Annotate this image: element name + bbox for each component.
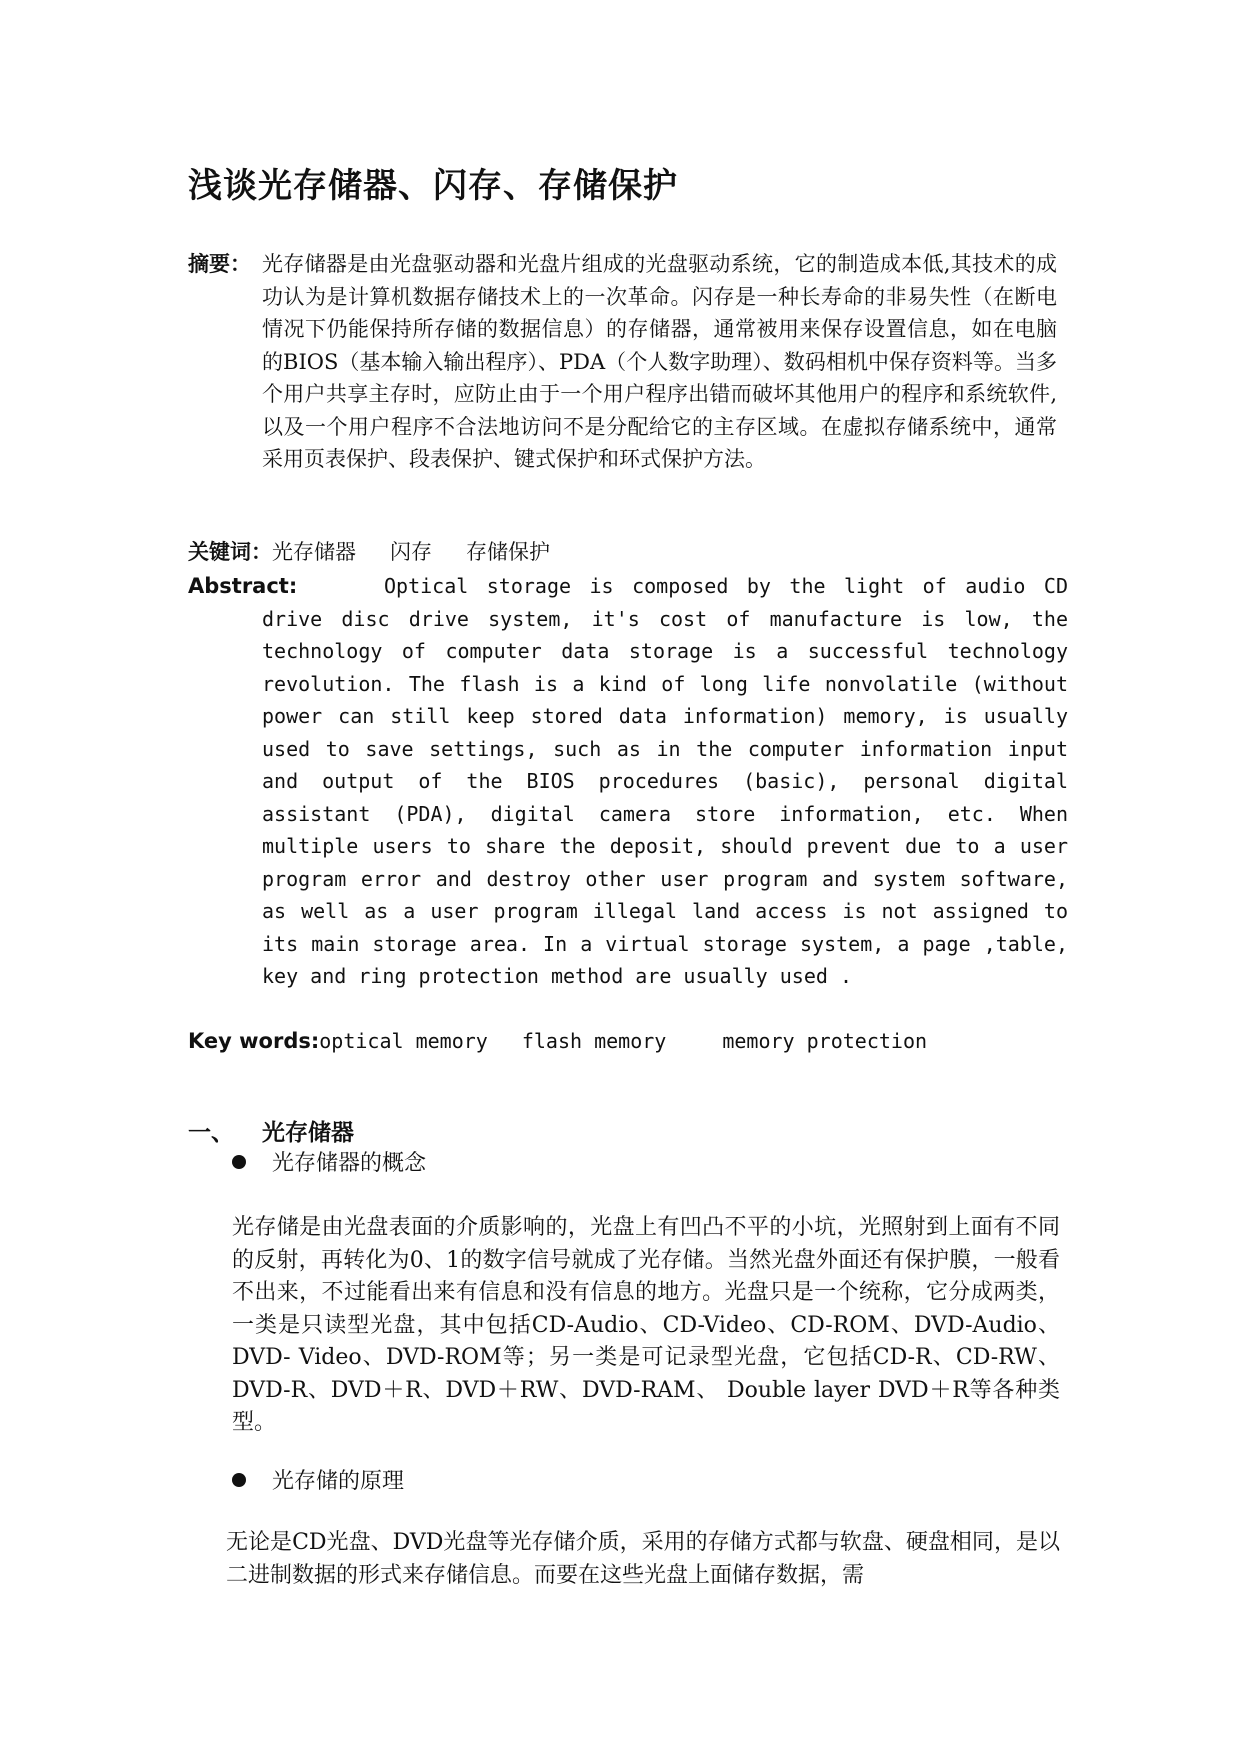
bullet-item-concept bbox=[232, 1146, 426, 1177]
abstract-en bbox=[188, 570, 1068, 993]
section-number: 一、 bbox=[188, 1120, 234, 1146]
keywords-cn bbox=[188, 536, 550, 568]
keyword-en-2: flash memory bbox=[521, 1029, 667, 1053]
keyword-cn-3: 存储保护 bbox=[466, 540, 550, 564]
keyword-en-1: optical memory bbox=[319, 1029, 488, 1053]
bullet-label: 光存储的原理 bbox=[272, 1469, 405, 1494]
bullet-dot-icon bbox=[232, 1473, 246, 1487]
abstract-cn-label: 摘要： bbox=[188, 252, 251, 276]
bullet-label: 光存储器的概念 bbox=[272, 1151, 427, 1176]
abstract-en-text: Optical storage is composed by the light of audio CD drive disc drive system, it's cost of manufacture is low, the technology of computer data storage is a successful technology revolution. The flash is a kind of long life nonvolatile (without power can still keep stored data information) memory, is usually used to save settings, such as in the computer information input and output of the BIOS procedures (basic), personal digital assistant (PDA), digital camera store information, etc. When multiple users to share the deposit, should prevent due to a user program error and destroy other user program and system software, as well as a user program illegal land access is not assigned to its main storage area. In a virtual storage system, a page ,table, key and ring protection method are usually used . bbox=[262, 574, 1068, 988]
keywords-en-label: Key words: bbox=[188, 1029, 320, 1053]
section-title: 光存储器 bbox=[262, 1120, 354, 1146]
abstract-cn-text: 光存储器是由光盘驱动器和光盘片组成的光盘驱动系统，它的制造成本低,其技术的成功认为是计算机数据存储技术上的一次革命。闪存是一种长寿命的非易失性（在断电情况下仍能保持所存储的数据信息）的存储器，通常被用来保存设置信息，如在电脑的BIOS（基本输入输出程序）、PDA（个人数字助理）、数码相机中保存资料等。当多个用户共享主存时，应防止由于一个用户程序出错而破坏其他用户的程序和系统软件,以及一个用户程序不合法地访问不是分配给它的主存区域。在虚拟存储系统中，通常采用页表保护、段表保护、键式保护和环式保护方法。 bbox=[262, 252, 1057, 471]
document-title: 浅谈光存储器、闪存、存储保护 bbox=[188, 166, 678, 206]
keyword-cn-1: 光存储器 bbox=[272, 540, 356, 564]
bullet-dot-icon bbox=[232, 1155, 246, 1169]
keyword-cn-2: 闪存 bbox=[390, 540, 432, 564]
keywords-en bbox=[188, 1025, 927, 1057]
section-heading bbox=[188, 1114, 354, 1147]
bullet-item-principle bbox=[232, 1464, 404, 1495]
abstract-cn bbox=[188, 248, 1058, 476]
keywords-cn-label: 关键词： bbox=[188, 540, 272, 564]
paragraph-principle: 无论是CD光盘、DVD光盘等光存储介质，采用的存储方式都与软盘、硬盘相同，是以二进制数据的形式来存储信息。而要在这些光盘上面储存数据，需 bbox=[226, 1530, 1060, 1588]
paragraph-concept: 光存储是由光盘表面的介质影响的，光盘上有凹凸不平的小坑，光照射到上面有不同的反射，再转化为0、1的数字信号就成了光存储。当然光盘外面还有保护膜，一般看不出来，不过能看出来有信息和没有信息的地方。光盘只是一个统称，它分成两类，一类是只读型光盘，其中包括CD-Audio、CD-Video、CD-ROM、DVD-Audio、DVD- Video、DVD-ROM等；另一类是可记录型光盘，它包括CD-R、CD-RW、DVD-R、DVD＋R、DVD＋RW、DVD-RAM、 Double layer DVD＋R等各种类型。 bbox=[232, 1215, 1060, 1435]
abstract-en-label: Abstract: bbox=[188, 574, 298, 598]
keyword-en-3: memory protection bbox=[722, 1029, 928, 1053]
